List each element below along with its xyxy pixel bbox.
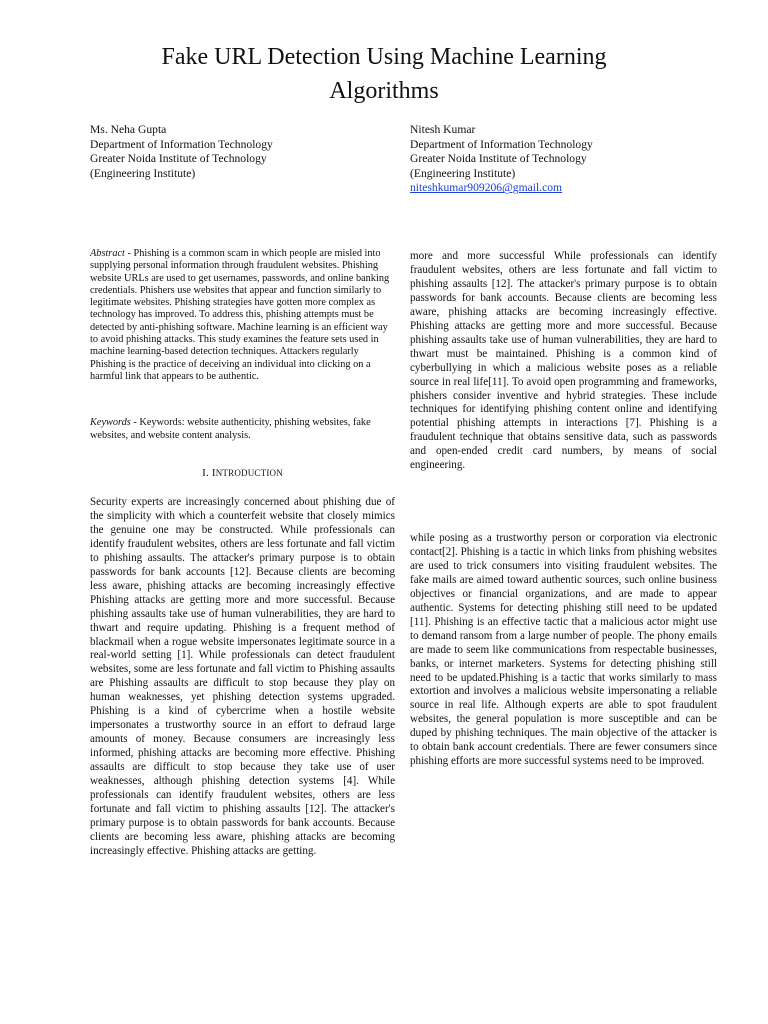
- body-text-right-2: while posing as a trustworthy person or corporation via electronic contact[2]. Phishing is a tactic in which links from phishing websites are used to trick consumers into visiting fraudulent websites. The fake mails are aimed toward authentic sources, such online business objectives or financial organizations, and are made to appear authentic. Systems for detecting phishing still need to be updated [11]. Phishing is an effective tactic that a malicious actor might use to demand ransom from a large number of people. The phony emails are made to seem like communications from respectable businesses, banks, or internet marketers. Systems for detecting phishing still need to be updated.Phishing is a tactic that works similarly to mass extortion and involves a malicious website impersonating a reliable source in real life. Although experts are able to spot fraudulent websites, the general population is more susceptible and can be duped by phishing techniques. The main objective of the attacker is to obtain bank account credentials. There are fewer consumers since phishing efforts are more successful systems need to be improved.: [410, 532, 717, 768]
- abstract-label: Abstract: [90, 248, 125, 259]
- author-department: Department of Information Technology: [410, 137, 593, 151]
- section-heading-introduction: [90, 467, 395, 479]
- paper-title-line-1: Fake URL Detection Using Machine Learning: [161, 44, 607, 70]
- author-note: (Engineering Institute): [410, 166, 516, 180]
- section-number: I. I: [202, 467, 216, 479]
- author-institute: Greater Noida Institute of Technology: [90, 152, 267, 166]
- keywords-text: - Keywords: website authenticity, phishing websites, fake websites, and website content analysis.: [90, 417, 371, 441]
- author-institute: Greater Noida Institute of Technology: [410, 152, 587, 166]
- section-title: NTRODUCTION: [215, 468, 283, 478]
- paper-title: [0, 40, 768, 108]
- abstract-section: [90, 248, 395, 383]
- keywords-label: Keywords: [90, 417, 131, 428]
- introduction-paragraph: [90, 496, 395, 859]
- author-block-1: [90, 123, 273, 181]
- keywords-section: [90, 417, 395, 442]
- author-email-link[interactable]: niteshkumar909206@gmail.com: [410, 181, 563, 195]
- author-block-2: [410, 123, 593, 196]
- right-column-paragraph-1: [410, 250, 717, 473]
- author-name: Ms. Neha Gupta: [90, 123, 167, 136]
- abstract-text: - Phishing is a common scam in which people are misled into supplying personal information through fraudulent websites. Phishing website URLs are used to get usernames, passwords, and online banking credentials. Phishers use websites that appear and function similarly to legitimate websites. Phishing strategies have gotten more complex as technology has improved. To address this, phishing attempts must be detected by anti-phishing software. Machine learning is an efficient way to avoid phishing attacks. This study examines the feature sets used in machine learning-based detection techniques. Attackers regularly Phishing is the practice of deceiving an individual into clicking on a harmful link that appears to be authentic.: [90, 248, 390, 382]
- author-name: Nitesh Kumar: [410, 123, 476, 136]
- author-note: (Engineering Institute): [90, 166, 196, 180]
- body-text-left: Security experts are increasingly concerned about phishing due of the simplicity with which a counterfeit website that closely mimics the genuine one may be constructed. While professionals can identify fraudulent websites, others are less fortunate and fall victim to phishing assaults. The attacker's primary purpose is to obtain passwords for bank accounts [12]. Because clients are becoming less aware, phishing attacks are becoming increasingly effective Phishing attacks are getting more and more successful. Because phishing assaults take use of human vulnerabilities, they are hard to thwart and require updating. Phishing is a frequent method of blackmail when a rogue website impersonates legitimate source in a real-world setting [1]. While professionals can detect fraudulent websites, some are less fortunate and fall victim to Phishing assaults are Phishing assaults are difficult to stop because they play on human weaknesses, yet phishing detection systems upgraded. Phishing is a kind of cybercrime when a hostile website impersonates a trustworthy source in an effort to defraud large amounts of money. Because consumers are increasingly less informed, phishing attacks are becoming more effective. Phishing assaults are difficult to stop because they take use of user weaknesses, although phishing detection systems [4]. While professionals can identify fraudulent websites, others are less fortunate and fall victim to phishing assaults [12]. The attacker's primary purpose is to obtain passwords for bank accounts. Because clients are becoming less aware, phishing attacks are becoming increasingly effective. Phishing attacks are getting.: [90, 496, 395, 857]
- body-text-right-1: more and more successful While professionals can identify fraudulent websites, others are less fortunate and fall victim to phishing assaults [12]. The attacker's primary purpose is to obtain passwords for bank accounts. Because clients are becoming less aware, phishing attacks are becoming increasingly effective. Phishing attacks are getting more and more successful. Because phishing assaults take use of human vulnerabilities, they are hard to thwart must be maintained. Phishing is a common kind of cyberbullying in which a malicious website poses as a reliable source in real life[11]. To avoid open programming and frameworks, phishers consider inventive and hybrid strategies. These include techniques for identifying phishing content online and identifying potential phishing attempts in interactions [7]. Phishing is a fraudulent technique that obtains sensitive data, such as passwords and open-ended credit card numbers, by means of social engineering.: [410, 250, 717, 472]
- right-column-paragraph-2: [410, 532, 717, 769]
- author-department: Department of Information Technology: [90, 137, 273, 151]
- paper-title-line-2: Algorithms: [329, 78, 439, 104]
